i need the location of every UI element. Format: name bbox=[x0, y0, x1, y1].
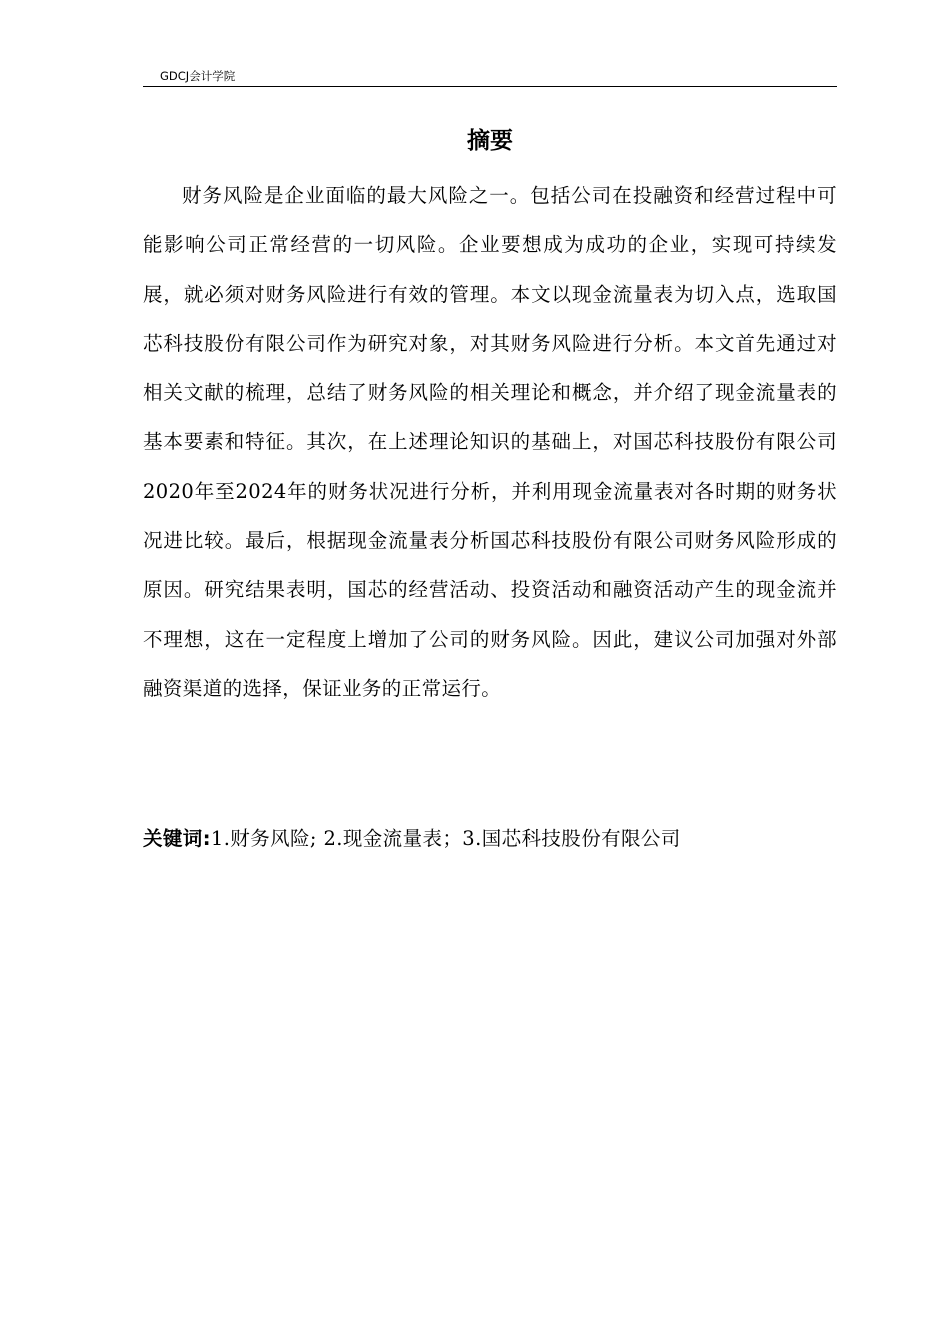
keywords-value: 1.财务风险; 2.现金流量表；3.国芯科技股份有限公司 bbox=[210, 827, 681, 850]
keywords-line bbox=[143, 819, 837, 859]
abstract-paragraph: 财务风险是企业面临的最大风险之一。包括公司在投融资和经营过程中可能影响公司正常经营的一切风险。企业要想成为成功的企业，实现可持续发展，就必须对财务风险进行有效的管理。本文以现金流量表为切入点，选取国芯科技股份有限公司作为研究对象，对其财务风险进行分析。本文首先通过对相关文献的梳理，总结了财务风险的相关理论和概念，并介绍了现金流量表的基本要素和特征。其次，在上述理论知识的基础上，对国芯科技股份有限公司2020年至2024年的财务状况进行分析，并利用现金流量表对各时期的财务状况进比较。最后，根据现金流量表分析国芯科技股份有限公司财务风险形成的原因。研究结果表明，国芯的经营活动、投资活动和融资活动产生的现金流并不理想，这在一定程度上增加了公司的财务风险。因此，建议公司加强对外部融资渠道的选择，保证业务的正常运行。 bbox=[143, 184, 837, 700]
keywords-label: 关键词: bbox=[143, 827, 211, 850]
abstract-title: 摘要 bbox=[467, 128, 513, 154]
page-header bbox=[143, 68, 837, 87]
header-text: GDCJ会计学院 bbox=[160, 69, 236, 83]
